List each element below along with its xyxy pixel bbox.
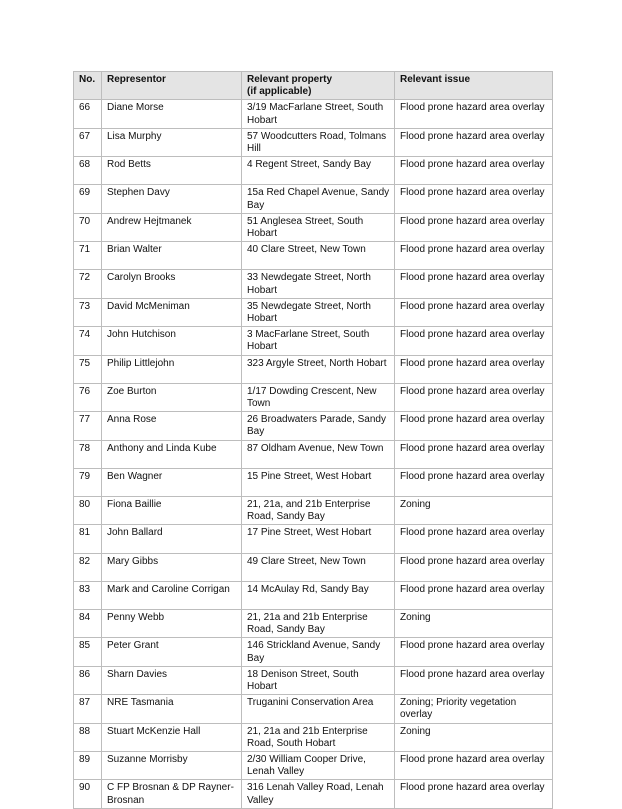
cell-no: 76	[74, 383, 102, 411]
cell-representor: Philip Littlejohn	[102, 355, 242, 383]
table-row	[74, 157, 553, 185]
cell-representor: Mary Gibbs	[102, 553, 242, 581]
cell-issue: Zoning	[395, 723, 553, 751]
cell-representor: Peter Grant	[102, 638, 242, 666]
cell-issue: Flood prone hazard area overlay	[395, 270, 553, 298]
cell-representor: John Ballard	[102, 525, 242, 553]
cell-representor: Anna Rose	[102, 412, 242, 440]
cell-issue: Flood prone hazard area overlay	[395, 213, 553, 241]
cell-property: 21, 21a and 21b Enterprise Road, South Hobart	[242, 723, 395, 751]
cell-issue: Flood prone hazard area overlay	[395, 581, 553, 609]
header-property-line1: Relevant property	[247, 74, 333, 85]
table-row	[74, 128, 553, 156]
cell-issue: Flood prone hazard area overlay	[395, 100, 553, 128]
table-row	[74, 638, 553, 666]
table-row	[74, 298, 553, 326]
cell-property: 1/17 Dowding Crescent, New Town	[242, 383, 395, 411]
cell-representor: Ben Wagner	[102, 468, 242, 496]
table-row	[74, 355, 553, 383]
cell-representor: C FP Brosnan & DP Rayner-Brosnan	[102, 780, 242, 808]
cell-no: 86	[74, 666, 102, 694]
table-row	[74, 213, 553, 241]
cell-no: 84	[74, 609, 102, 637]
cell-no: 67	[74, 128, 102, 156]
table-row	[74, 100, 553, 128]
header-no: No.	[74, 72, 102, 100]
cell-issue: Flood prone hazard area overlay	[395, 412, 553, 440]
cell-representor: NRE Tasmania	[102, 695, 242, 723]
cell-representor: Andrew Hejtmanek	[102, 213, 242, 241]
header-row	[74, 72, 553, 100]
table-row	[74, 440, 553, 468]
table-row	[74, 497, 553, 525]
cell-issue: Flood prone hazard area overlay	[395, 157, 553, 185]
cell-no: 66	[74, 100, 102, 128]
cell-representor: John Hutchison	[102, 327, 242, 355]
cell-issue: Flood prone hazard area overlay	[395, 780, 553, 808]
cell-property: 21, 21a and 21b Enterprise Road, Sandy Bay	[242, 609, 395, 637]
table-row	[74, 752, 553, 780]
cell-no: 69	[74, 185, 102, 213]
cell-no: 79	[74, 468, 102, 496]
cell-no: 77	[74, 412, 102, 440]
cell-property: 26 Broadwaters Parade, Sandy Bay	[242, 412, 395, 440]
cell-representor: Sharn Davies	[102, 666, 242, 694]
table-body	[74, 100, 553, 808]
cell-representor: Mark and Caroline Corrigan	[102, 581, 242, 609]
cell-representor: Anthony and Linda Kube	[102, 440, 242, 468]
table-row	[74, 553, 553, 581]
cell-property: 57 Woodcutters Road, Tolmans Hill	[242, 128, 395, 156]
cell-property: 3/19 MacFarlane Street, South Hobart	[242, 100, 395, 128]
table-row	[74, 383, 553, 411]
table-row	[74, 780, 553, 808]
cell-representor: Penny Webb	[102, 609, 242, 637]
cell-issue: Flood prone hazard area overlay	[395, 468, 553, 496]
cell-property: 4 Regent Street, Sandy Bay	[242, 157, 395, 185]
cell-representor: Stuart McKenzie Hall	[102, 723, 242, 751]
cell-no: 89	[74, 752, 102, 780]
table-row	[74, 242, 553, 270]
table-row	[74, 412, 553, 440]
cell-property: 2/30 William Cooper Drive, Lenah Valley	[242, 752, 395, 780]
cell-no: 73	[74, 298, 102, 326]
cell-no: 75	[74, 355, 102, 383]
cell-no: 88	[74, 723, 102, 751]
cell-representor: Zoe Burton	[102, 383, 242, 411]
cell-property: 51 Anglesea Street, South Hobart	[242, 213, 395, 241]
cell-representor: Carolyn Brooks	[102, 270, 242, 298]
cell-issue: Flood prone hazard area overlay	[395, 638, 553, 666]
cell-no: 82	[74, 553, 102, 581]
cell-no: 90	[74, 780, 102, 808]
cell-no: 80	[74, 497, 102, 525]
cell-no: 72	[74, 270, 102, 298]
cell-property: 3 MacFarlane Street, South Hobart	[242, 327, 395, 355]
cell-issue: Flood prone hazard area overlay	[395, 383, 553, 411]
table-row	[74, 695, 553, 723]
cell-property: 146 Strickland Avenue, Sandy Bay	[242, 638, 395, 666]
cell-representor: Lisa Murphy	[102, 128, 242, 156]
cell-issue: Flood prone hazard area overlay	[395, 242, 553, 270]
cell-issue: Zoning; Priority vegetation overlay	[395, 695, 553, 723]
cell-representor: Stephen Davy	[102, 185, 242, 213]
cell-no: 85	[74, 638, 102, 666]
cell-property: 87 Oldham Avenue, New Town	[242, 440, 395, 468]
cell-issue: Flood prone hazard area overlay	[395, 666, 553, 694]
cell-property: 14 McAulay Rd, Sandy Bay	[242, 581, 395, 609]
cell-issue: Flood prone hazard area overlay	[395, 128, 553, 156]
cell-property: 21, 21a, and 21b Enterprise Road, Sandy Bay	[242, 497, 395, 525]
table-row	[74, 525, 553, 553]
cell-property: 15 Pine Street, West Hobart	[242, 468, 395, 496]
header-property-line2: (if applicable)	[247, 86, 312, 98]
cell-representor: Diane Morse	[102, 100, 242, 128]
cell-issue: Flood prone hazard area overlay	[395, 355, 553, 383]
header-representor: Representor	[102, 72, 242, 100]
table-row	[74, 723, 553, 751]
cell-property: 316 Lenah Valley Road, Lenah Valley	[242, 780, 395, 808]
cell-no: 68	[74, 157, 102, 185]
cell-property: 33 Newdegate Street, North Hobart	[242, 270, 395, 298]
cell-issue: Flood prone hazard area overlay	[395, 752, 553, 780]
cell-representor: Suzanne Morrisby	[102, 752, 242, 780]
table-row	[74, 185, 553, 213]
table-row	[74, 581, 553, 609]
cell-property: 49 Clare Street, New Town	[242, 553, 395, 581]
table-row	[74, 270, 553, 298]
document-page	[73, 71, 552, 809]
cell-property: 15a Red Chapel Avenue, Sandy Bay	[242, 185, 395, 213]
cell-property: Truganini Conservation Area	[242, 695, 395, 723]
cell-property: 323 Argyle Street, North Hobart	[242, 355, 395, 383]
header-issue: Relevant issue	[395, 72, 553, 100]
table-row	[74, 468, 553, 496]
cell-no: 71	[74, 242, 102, 270]
cell-property: 18 Denison Street, South Hobart	[242, 666, 395, 694]
cell-no: 74	[74, 327, 102, 355]
cell-property: 17 Pine Street, West Hobart	[242, 525, 395, 553]
table-header	[74, 72, 553, 100]
cell-issue: Flood prone hazard area overlay	[395, 185, 553, 213]
cell-issue: Zoning	[395, 609, 553, 637]
cell-no: 83	[74, 581, 102, 609]
cell-no: 87	[74, 695, 102, 723]
cell-issue: Flood prone hazard area overlay	[395, 525, 553, 553]
cell-representor: Brian Walter	[102, 242, 242, 270]
cell-issue: Flood prone hazard area overlay	[395, 298, 553, 326]
cell-representor: Rod Betts	[102, 157, 242, 185]
cell-issue: Zoning	[395, 497, 553, 525]
header-property	[242, 72, 395, 100]
cell-no: 81	[74, 525, 102, 553]
cell-no: 78	[74, 440, 102, 468]
cell-representor: Fiona Baillie	[102, 497, 242, 525]
table-row	[74, 609, 553, 637]
cell-issue: Flood prone hazard area overlay	[395, 327, 553, 355]
cell-property: 40 Clare Street, New Town	[242, 242, 395, 270]
cell-property: 35 Newdegate Street, North Hobart	[242, 298, 395, 326]
representations-table	[73, 71, 553, 809]
cell-representor: David McMeniman	[102, 298, 242, 326]
table-row	[74, 327, 553, 355]
cell-issue: Flood prone hazard area overlay	[395, 440, 553, 468]
cell-no: 70	[74, 213, 102, 241]
table-row	[74, 666, 553, 694]
cell-issue: Flood prone hazard area overlay	[395, 553, 553, 581]
